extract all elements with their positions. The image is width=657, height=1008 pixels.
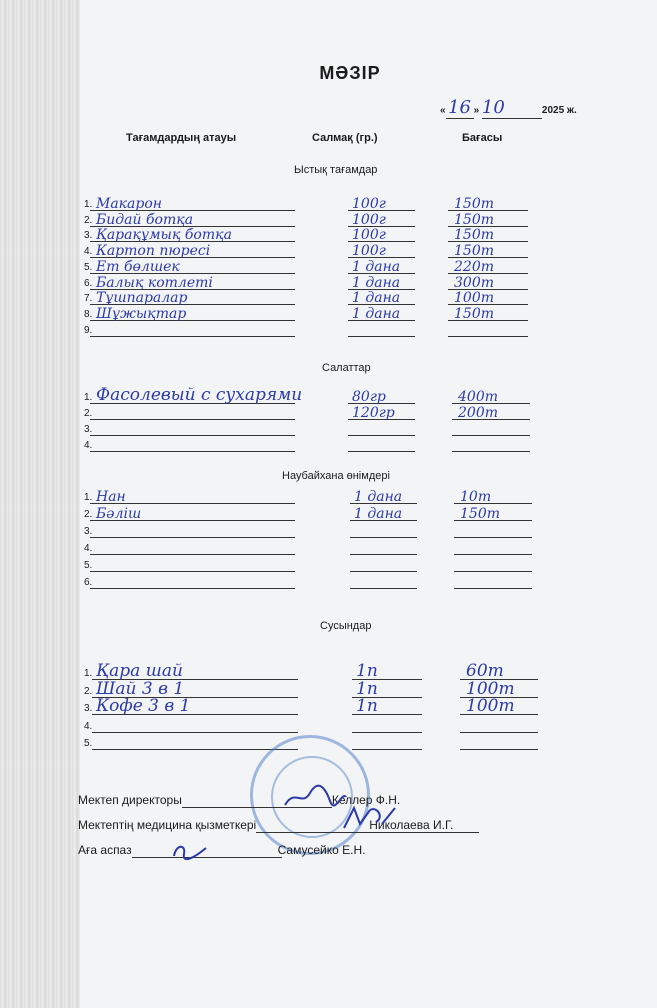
table-row (84, 291, 544, 305)
name-underline (90, 419, 295, 420)
name-underline (90, 537, 295, 538)
handwritten-name: Бәліш (96, 506, 142, 522)
director-name: Келлер Ф.Н. (331, 793, 401, 807)
medic-name: Николаева И.Г. (369, 818, 454, 832)
handwritten-price: 150т (454, 243, 494, 260)
table-row (84, 213, 544, 227)
cook-signature (170, 838, 210, 862)
row-number: 4. (84, 440, 93, 451)
name-underline (90, 571, 295, 572)
handwritten-price: 100т (466, 678, 515, 699)
cook-name: Самусейко Е.Н. (277, 843, 366, 857)
name-underline (90, 336, 295, 337)
table-row (84, 524, 544, 538)
row-number: 3. (84, 230, 93, 242)
row-number: 5. (84, 560, 93, 571)
handwritten-weight: 1п (356, 678, 378, 699)
column-header-weight: Салмақ (гр.) (312, 132, 378, 144)
handwritten-price: 100т (466, 696, 515, 716)
handwritten-price: 150т (460, 506, 500, 522)
handwritten-price: 150т (454, 305, 494, 322)
weight-underline (350, 537, 417, 538)
handwritten-price: 150т (454, 227, 494, 244)
row-number: 2. (84, 214, 93, 226)
handwritten-name: Кофе 3 в 1 (96, 696, 191, 716)
price-underline (454, 588, 532, 589)
weight-underline (348, 451, 415, 452)
price-underline (452, 451, 530, 452)
handwritten-weight: 1 дана (352, 274, 401, 291)
handwritten-name: Шұжықтар (96, 305, 187, 322)
handwritten-price: 60т (466, 661, 504, 681)
date-month: 10 (481, 97, 505, 118)
handwritten-weight: 100г (352, 196, 386, 212)
handwritten-price: 150т (454, 196, 494, 212)
handwritten-name: Балық котлеті (96, 274, 213, 291)
weight-underline (348, 435, 415, 436)
row-number: 3. (84, 526, 93, 537)
row-number: 3. (84, 424, 93, 435)
table-row (84, 307, 544, 321)
handwritten-name: Фасолевый с сухарями (96, 385, 303, 405)
name-underline (90, 451, 295, 452)
name-underline (90, 554, 295, 555)
handwritten-weight: 1 дана (352, 290, 401, 307)
table-row (84, 276, 544, 290)
date-year: 2025 ж. (541, 105, 577, 116)
handwritten-name: Шай 3 в 1 (96, 678, 185, 699)
handwritten-weight: 1 дана (354, 489, 403, 505)
row-number: 1. (84, 392, 93, 403)
cook-signature-row (78, 843, 365, 858)
row-number: 1. (84, 199, 93, 210)
handwritten-name: Макарон (96, 196, 163, 212)
handwritten-price: 220т (454, 258, 494, 275)
weight-underline (352, 732, 422, 733)
price-underline (452, 435, 530, 436)
handwritten-weight: 1 дана (354, 506, 403, 522)
medic-signature-row (78, 818, 479, 833)
handwritten-weight: 1п (356, 661, 378, 681)
table-row (84, 228, 544, 242)
table-row (84, 260, 544, 274)
table-row (84, 719, 544, 733)
row-number: 5. (84, 738, 93, 749)
date-day: 16 (448, 97, 472, 118)
table-row (84, 661, 544, 681)
director-label: Мектеп директоры (78, 793, 182, 807)
section-title-bakery: Наубайхана өнімдері (282, 470, 390, 482)
handwritten-price: 300т (454, 274, 494, 291)
row-number: 1. (84, 492, 93, 503)
handwritten-name: Нан (96, 489, 126, 505)
medic-signature (340, 802, 400, 832)
table-row (84, 422, 544, 436)
handwritten-name: Картоп пюресі (96, 243, 211, 260)
table-row (84, 197, 544, 211)
column-header-price: Бағасы (462, 132, 503, 144)
table-row (84, 406, 544, 420)
price-underline (460, 732, 538, 733)
row-number: 7. (84, 293, 93, 305)
row-number: 2. (84, 408, 93, 419)
table-row (84, 507, 544, 521)
section-title-hot: Ыстық тағамдар (294, 164, 378, 176)
handwritten-weight: 80гр (352, 389, 386, 405)
row-number: 2. (84, 685, 93, 697)
name-underline (90, 588, 295, 589)
row-number: 4. (84, 720, 93, 732)
handwritten-weight: 120гр (352, 405, 395, 421)
row-number: 3. (84, 703, 93, 714)
handwritten-name: Бидай ботқа (96, 211, 194, 228)
row-number: 9. (84, 324, 93, 336)
table-row (84, 696, 544, 716)
handwritten-price: 200т (458, 405, 498, 421)
handwritten-name: Қарақұмық ботқа (96, 227, 232, 244)
price-underline (454, 554, 532, 555)
section-title-drinks: Сусындар (320, 620, 372, 632)
row-number: 4. (84, 543, 93, 554)
handwritten-price: 400т (458, 389, 498, 405)
handwritten-name: Тұшпаралар (96, 290, 188, 307)
price-underline (460, 749, 538, 750)
price-underline (454, 571, 532, 572)
handwritten-weight: 1п (356, 696, 378, 716)
table-row (84, 558, 544, 572)
row-number: 2. (84, 509, 93, 520)
handwritten-weight: 1 дана (352, 305, 401, 322)
price-underline (454, 537, 532, 538)
column-header-name: Тағамдардың атауы (126, 132, 237, 144)
handwritten-weight: 100г (352, 211, 386, 228)
section-title-salads: Салаттар (322, 362, 371, 374)
table-row (84, 244, 544, 258)
weight-underline (352, 749, 422, 750)
table-row (84, 438, 544, 452)
cook-label: Аға аспаз (78, 843, 132, 857)
weight-underline (348, 336, 415, 337)
handwritten-name: Ет бөлшек (96, 258, 180, 275)
table-row (84, 541, 544, 555)
handwritten-weight: 100г (352, 227, 386, 244)
table-row (84, 490, 544, 504)
row-number: 5. (84, 261, 93, 273)
row-number: 6. (84, 577, 93, 588)
weight-underline (350, 554, 417, 555)
row-number: 6. (84, 277, 93, 289)
table-row (84, 385, 544, 405)
handwritten-price: 150т (454, 211, 494, 228)
handwritten-weight: 100г (352, 243, 386, 260)
handwritten-price: 100т (454, 290, 494, 307)
date-line: « 16 » 10 2025 ж. (440, 97, 577, 118)
weight-underline (350, 588, 417, 589)
name-underline (92, 732, 298, 733)
row-number: 1. (84, 668, 93, 679)
medic-label: Мектептің медицина қызметкері (78, 818, 257, 832)
price-underline (448, 336, 528, 337)
handwritten-price: 10т (460, 489, 492, 505)
table-row (84, 323, 544, 337)
document-title: МӘЗІР (319, 63, 381, 83)
row-number: 4. (84, 246, 93, 258)
handwritten-name: Қара шай (96, 661, 183, 681)
handwritten-weight: 1 дана (352, 258, 401, 275)
table-row (84, 575, 544, 589)
name-underline (90, 435, 295, 436)
weight-underline (350, 571, 417, 572)
row-number: 8. (84, 308, 93, 320)
name-underline (92, 749, 298, 750)
